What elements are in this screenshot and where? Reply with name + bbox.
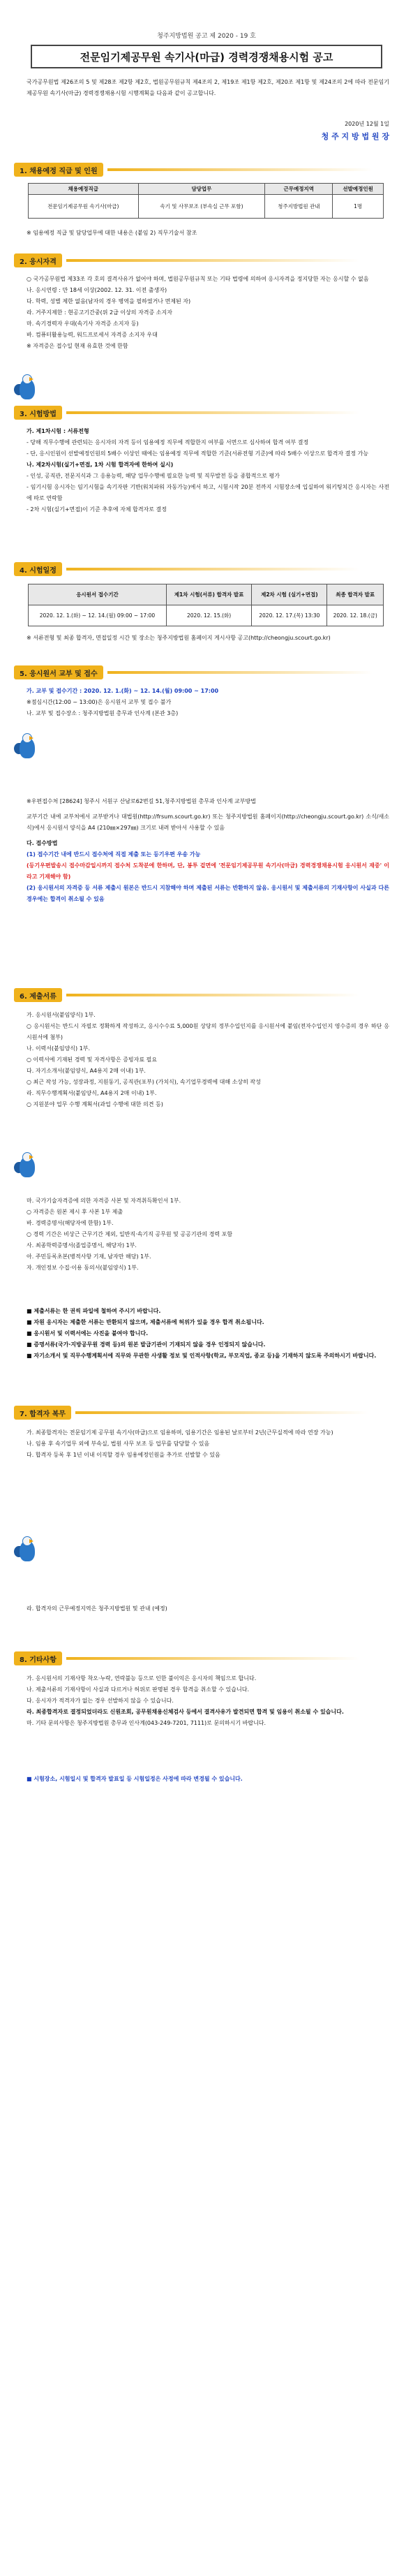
table-cell: 속기 및 사무보조 (부속실 근무 포함) (138, 195, 265, 219)
table-header: 제1차 시험(서류) 합격자 발표 (166, 584, 251, 605)
table-header: 응시원서 접수기간 (29, 584, 167, 605)
list-item: 나. 응시연령 : 만 18세 이상(2002. 12. 31. 이전 출생자) (27, 287, 167, 293)
distribution-method: 교부기간 내에 교부처에서 교부받거나 대법원(http://frsum.scourt.go.kr) 또는 청주지방법원 홈페이지(http://cheongju.scourt.go.kr) 소식/새소식)에서 응시원서 양식을 A4 (210㎜×297㎜) 크기로 내려 받아서 사용할 수 있음 (27, 814, 389, 831)
section-6-header (14, 987, 359, 1003)
notice-date: 2020년 12월 1일 (345, 121, 389, 127)
section-divider (75, 1411, 368, 1414)
list-item: - 단, 응시인원이 선발예정인원의 5배수 이상인 때에는 임용예정 직무에 적합한 기준(서류전형 기준)에 따라 5배수 이상으로 합격자 결정 가능 (27, 450, 369, 457)
list-item: 나. 임용 후 속기업무 외에 부속실, 법원 사무 보조 등 업무를 담당할 수 있음 (27, 1441, 210, 1447)
list-item: 나. 제2차시험(실기+면접, 1차 시험 합격자에 한하여 실시) (27, 462, 174, 468)
section-2-title: 2. 응시자격 (14, 253, 62, 267)
section-8-header (14, 1651, 359, 1666)
documents-list-b (27, 1195, 389, 1274)
section-6-title: 6. 제출서류 (14, 988, 62, 1002)
table-header: 채용예정직급 (29, 184, 139, 195)
warning-item: ■ 자원 응시자는 제출한 서류는 반환되지 않으며, 제출서류에 허위가 있을 경우 합격 취소됩니다. (27, 1319, 264, 1325)
intro-text: 국가공무원법 제26조의 5 및 제28조 제2항 제2호, 법원공무원규칙 제4조의 2, 제19조 제1항 제2호, 제20조 제1항 및 제24조의 2에 따라 전문임기제공무원 속기사(마급) 경력경쟁채용시험 시행계획을 다음과 같이 공고합니다. (27, 79, 389, 96)
section-2-header (14, 253, 359, 268)
bird-mascot-icon (14, 1152, 39, 1182)
table-cell: 2020. 12. 1.(화) ~ 12. 14.(월) 09:00 ~ 17:00 (29, 605, 167, 626)
submit-rule-2: (2) 응시원서의 자격증 등 서류 제출시 원본은 반드시 지참해야 하며 제출된 서류는 반환하지 않음. 응시원서 및 제출서류의 기재사항이 사실과 다른 경우에는 합격이 취소될 수 있음 (27, 885, 389, 902)
list-item: 다. 응시자가 적격자가 없는 경우 선발하지 않을 수 있습니다. (27, 1698, 174, 1704)
application-period: 가. 교부 및 접수기간 : 2020. 12. 1.(화) ~ 12. 14.(월) 09:00 ~ 17:00 (27, 688, 219, 694)
list-item: 라. 합격자의 근무예정지역은 청주지방법원 및 관내 (예정) (27, 1605, 167, 1612)
documents-list-a (27, 1010, 389, 1110)
appointment-list-a (27, 1427, 389, 1461)
table-header: 근무예정지역 (265, 184, 333, 195)
period-note: ※점심시간(12:00 ~ 13:00)은 응시원서 교부 및 접수 불가 (27, 699, 172, 705)
submit-title: 다. 접수방법 (27, 840, 58, 846)
submit-rule-1-note: (등기우편발송시 접수마감일시까지 접수처 도착분에 한하며, 단, 봉투 겉면에 '전문임기제공무원 속기사(마급) 경력경쟁채용시험 응시원서 재중' 이라고 기재해야 함) (27, 862, 389, 880)
eligibility-list (27, 274, 389, 352)
list-item: ○ 경력 기간은 비상근 근무기간 제외, 일반직·속기직 공무원 및 공공기관의 경력 포함 (27, 1231, 233, 1237)
section-3-header (14, 405, 359, 420)
bird-mascot-icon (14, 1536, 39, 1566)
table-cell: 2020. 12. 15.(화) (166, 605, 251, 626)
list-item: ○ 자격증은 원본 제시 후 사본 1부 제출 (27, 1209, 123, 1215)
section-divider (66, 568, 359, 571)
list-item: ○ 지원분야 업무 수행 계획서(과업 수행에 대한 의견 등) (27, 1101, 163, 1107)
list-item: 다. 합격자 등록 후 1년 이내 이직할 경우 임용예정인원을 추가로 선발할 수 있음 (27, 1452, 220, 1458)
list-item: - 당해 직무수행에 관련되는 응시자의 자격 등이 임용예정 직무에 적합한지 여부를 서면으로 심사하여 합격 여부 결정 (27, 439, 309, 446)
list-item: 라. 직무수행계획서(붙임양식, A4용지 2매 이내) 1부. (27, 1090, 157, 1096)
list-item: 마. 기타 문의사항은 청주지방법원 총무과 인사계(043-249-7201, 7111)로 문의하시기 바랍니다. (27, 1720, 266, 1726)
section-divider (66, 1657, 359, 1660)
warning-item: ■ 제출서류는 한 권씩 파일에 철하여 주시기 바랍니다. (27, 1308, 161, 1314)
section-divider (66, 259, 359, 262)
list-item: 마. 속기경력자 우대(속기사 자격증 소지자 등) (27, 321, 139, 327)
bird-mascot-icon (14, 733, 39, 763)
section-divider (66, 994, 359, 996)
list-item: 자. 개인정보 수집·이용 동의서(붙임양식) 1부. (27, 1265, 139, 1271)
list-item: 바. 경력증명서(해당자에 한함) 1부. (27, 1220, 114, 1226)
table-cell: 2020. 12. 18.(금) (327, 605, 384, 626)
issuer: 청 주 지 방 법 원 장 (321, 132, 389, 141)
list-item: - 임기시험 응시자는 임기시험을 속기자판 기반(워치파워 자동가능)에서 하고, 시험시작 20분 전까지 시험장소에 입실하여 워키팅치간 응시자는 사전에 따로 연락함 (27, 484, 389, 501)
exam-method-list (27, 426, 389, 515)
list-item: ○ 국가공무원법 제33조 각 호의 결격사유가 없어야 하며, 법원공무원규칙 또는 기타 법령에 의하여 응시자격을 정지당한 자는 응시할 수 없음 (27, 276, 369, 282)
warning-item: ■ 증명서류(국가·지방공무원 경력 등)의 원본 발급기관이 기재되지 않을 경우 인정되지 않습니다. (27, 1341, 266, 1348)
appointment-list-b (27, 1603, 389, 1614)
table-header: 담당업무 (138, 184, 265, 195)
submit-rule-1: (1) 접수기간 내에 반드시 접수처에 직접 제출 또는 등기우편 우송 가능 (27, 851, 201, 858)
list-item: 다. 자기소개서(붙임양식, A4용지 2매 이내) 1부. (27, 1068, 146, 1074)
list-item: 나. 이력서(붙임양식) 1부. (27, 1045, 91, 1052)
list-item: ○ 최근 작성 가능, 성장과정, 지원동기, 공직관(포부) (가치식), 속기업무경력에 대해 소상히 작성 (27, 1079, 261, 1085)
section-divider (107, 671, 373, 674)
table-header: 제2차 시험 (실기+면접) (252, 584, 327, 605)
list-item: 바. 컴퓨터활용능력, 워드프로세서 자격증 소지자 우대 (27, 332, 158, 338)
list-item: - 인성, 공직관, 전문지식과 그 응용능력, 해당 업무수행에 필요한 능력 및 직무발전 등을 종합적으로 평가 (27, 473, 280, 479)
note-duties: ※ 임용예정 직급 및 담당업무에 대한 내용은 (붙임 2) 직무기술서 참조 (27, 230, 197, 236)
section-4-title: 4. 시험일정 (14, 562, 62, 576)
section-3-title: 3. 시험방법 (14, 406, 62, 420)
list-item: 사. 최종학력증명서(졸업증명서, 해당자) 1부. (27, 1242, 137, 1249)
notice-title: 전문임기제공무원 속기사(마급) 경력경쟁채용시험 공고 (31, 45, 382, 68)
title-wrapper (0, 45, 413, 68)
list-item: 가. 제1차시험 : 서류전형 (27, 428, 89, 434)
list-item: 다. 학력, 성별 제한 없음(남자의 경우 병역을 필하였거나 면제된 자) (27, 298, 191, 304)
section-5-header (14, 665, 373, 680)
notice-number: 청주지방법원 공고 제 2020 - 19 호 (157, 33, 256, 40)
schedule-note: ※ 서류전형 및 최종 합격자, 면접일정 시간 및 장소는 청주지방법원 홈페이지 게시사항 공고(http://cheongju.scourt.go.kr) (27, 635, 331, 641)
list-item: 아. 주민등록초본(병적사항 기재, 남자만 해당) 1부. (27, 1253, 151, 1260)
list-item: 마. 국가기술자격증에 의한 자격증 사본 및 자격취득확인서 1부. (27, 1198, 181, 1204)
warning-item: ■ 응시원서 및 이력서에는 사진을 붙여야 합니다. (27, 1330, 149, 1337)
table-cell: 전문임기제공무원 속기사(마급) (29, 195, 139, 219)
table-header: 최종 합격자 발표 (327, 584, 384, 605)
final-notice: ■ 시험장소, 시험일시 및 합격자 발표일 등 시험일정은 사정에 따라 변경될 수 있습니다. (27, 1776, 243, 1782)
list-item: ○ 이력서에 기재된 경력 및 자격사항은 증빙자료 필요 (27, 1057, 158, 1063)
schedule-table (28, 584, 384, 626)
section-5-title: 5. 응시원서 교부 및 접수 (14, 665, 103, 679)
table-cell: 1명 (333, 195, 384, 219)
section-divider (107, 168, 373, 171)
other-notes-list (27, 1673, 389, 1729)
documents-warnings (27, 1306, 389, 1362)
list-item: 가. 최종합격자는 전문임기제 공무원 속기사(마급)으로 임용하며, 임용기간은 임용된 날로부터 2년(근무실적에 따라 연장 가능) (27, 1429, 333, 1436)
list-item: 나. 제출서류의 기재사항이 사실과 다르거나 허위로 판명된 경우 합격을 취소할 수 있습니다. (27, 1686, 249, 1693)
list-item: 가. 응시원서의 기재사항 착오·누락, 연락불능 등으로 인한 불이익은 응시자의 책임으로 합니다. (27, 1675, 257, 1681)
warning-item: ■ 자기소개서 및 직무수행계획서에 직무와 무관한 사생활 정보 및 인적사항(학교, 부모직업, 종교 등)을 기재하지 않도록 주의하시기 바랍니다. (27, 1353, 377, 1359)
section-divider (66, 411, 359, 414)
list-item: ※ 자격증은 접수일 현재 유효한 것에 한함 (27, 343, 128, 349)
list-item: 라. 최종합격자로 결정되었더라도 신원조회, 공무원채용신체검사 등에서 결격사유가 발견되면 합격 및 임용이 취소될 수 있습니다. (27, 1709, 344, 1715)
section-1-title: 1. 채용예정 직급 및 인원 (14, 163, 103, 177)
application-section (27, 686, 389, 719)
section-4-header (14, 561, 359, 577)
list-item: 가. 응시원서(붙임양식) 1부. (27, 1012, 96, 1018)
application-place: 나. 교부 및 접수장소 : 청주지방법원 총무과 인사계 (본관 3층) (27, 710, 179, 716)
position-table (28, 183, 384, 219)
section-8-title: 8. 기타사항 (14, 1651, 62, 1665)
list-item: 라. 거주지제한 : 현공고기간중(위 2급 이상의 자격증 소지자 (27, 309, 172, 316)
list-item: ○ 응시원서는 반드시 자필로 정확하게 작성하고, 응시수수료 5,000원 상당의 정부수입인지를 응시원서에 붙임(전자수입인지 영수증의 경우 하단 응시원서에 첨부) (27, 1023, 389, 1040)
section-1-header (14, 162, 373, 177)
section-7-title: 7. 합격자 복무 (14, 1406, 71, 1420)
table-cell: 청주지방법원 관내 (265, 195, 333, 219)
list-item: - 2차 시험(실기+면접)이 기준 추후에 자체 합격자로 결정 (27, 506, 167, 513)
table-header: 선발예정인원 (333, 184, 384, 195)
table-cell: 2020. 12. 17.(목) 13:30 (252, 605, 327, 626)
mail-address: ※우편접수처 [28624] 청주시 서원구 산남로62번길 51,청주지방법원 총무과 인사계 교부방법 (27, 798, 256, 804)
section-7-header (14, 1405, 368, 1420)
submission-section (27, 796, 389, 905)
bird-mascot-icon (14, 374, 39, 404)
